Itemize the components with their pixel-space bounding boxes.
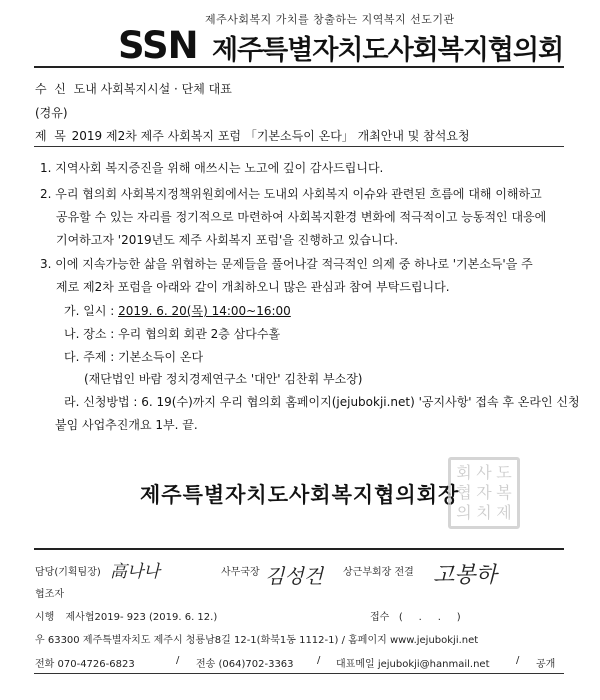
seal-char: 의 xyxy=(456,503,472,522)
item-venue: 나. 장소 : 우리 협의회 회관 2층 삼다수홀 xyxy=(64,327,281,341)
item-topic: 다. 주제 : 기본소득이 온다 xyxy=(64,350,204,364)
recipient-label: 수 신 xyxy=(35,82,66,96)
seal-char: 협 xyxy=(456,483,472,502)
item-application: 라. 신청방법 : 6. 19(수)까지 우리 협의회 홈페이지(jejubokji.net) '공지사항' 접속 후 온라인 신청 xyxy=(64,395,580,409)
paragraph-3-line-2: 제로 제2차 포럼을 아래와 같이 개최하오니 많은 관심과 참여 부탁드립니다. xyxy=(56,280,450,294)
phone: 전화 070-4726-6823 xyxy=(35,659,135,670)
attachment-line: 붙임 사업추진개요 1부. 끝. xyxy=(55,418,198,432)
seal-char: 치 xyxy=(476,503,492,522)
paragraph-3-line-1: 3. 이에 지속가능한 삶을 위협하는 문제들을 풀어나갈 적극적인 의제 중 하나로 '기본소득'을 주 xyxy=(40,257,533,271)
address-line: 우 63300 제주특별자치도 제주시 청룡남8길 12-1(화북1동 1112-1) / 홈페이지 www.jejubokji.net xyxy=(35,635,479,646)
approval-divider xyxy=(34,548,564,550)
item-date-label: 가. 일시 : xyxy=(64,304,115,318)
recipient-value: 도내 사회복지시설 · 단체 대표 xyxy=(73,82,232,96)
enforcement-line xyxy=(35,608,217,623)
item-topic-speaker: (재단법인 바람 정치경제연구소 '대안' 김찬휘 부소장) xyxy=(84,372,363,386)
subject-divider xyxy=(34,146,564,147)
sep-2: / xyxy=(317,655,321,666)
fax: 전송 (064)702-3363 xyxy=(196,659,294,670)
paragraph-2-line-2: 공유할 수 있는 자리를 정기적으로 마련하여 사회복지환경 변화에 적극적이고 능동적인 대응에 xyxy=(56,210,547,224)
receipt-line: 접수 ( . . ) xyxy=(370,612,461,623)
subject-label: 제 목 xyxy=(35,129,66,143)
paragraph-1: 1. 지역사회 복지증진을 위해 애쓰시는 노고에 깊이 감사드립니다. xyxy=(40,161,384,175)
approval-label-director: 사무국장 xyxy=(221,567,260,578)
signature-vice-chair: 고봉하 xyxy=(433,563,497,588)
org-name: 제주특별자치도사회복지협의회 xyxy=(212,35,564,66)
signature-director: 김성건 xyxy=(265,564,323,588)
official-seal xyxy=(448,457,520,529)
subject-line xyxy=(35,127,470,144)
seal-char: 사 xyxy=(476,463,492,482)
header-divider xyxy=(34,66,564,68)
sender-title: 제주특별자치도사회복지협의회장 xyxy=(140,482,460,507)
paragraph-2-line-1: 2. 우리 협의회 사회복지정책위원회에서는 도내외 사회복지 이슈와 관련된 흐름에 대해 이해하고 xyxy=(40,187,542,201)
cooperation-label: 협조자 xyxy=(35,589,64,600)
footer-divider xyxy=(34,673,564,674)
seal-char: 제 xyxy=(496,503,512,522)
item-date-value: 2019. 6. 20(목) 14:00~16:00 xyxy=(118,304,291,318)
recipient-line xyxy=(35,80,232,97)
sep-1: / xyxy=(176,655,180,666)
paragraph-2-line-3: 기여하고자 '2019년도 제주 사회복지 포럼'을 진행하고 있습니다. xyxy=(56,233,399,247)
letterhead-slogan: 제주사회복지 가치를 창출하는 지역복지 선도기관 xyxy=(205,13,455,26)
sep-3: / xyxy=(516,655,520,666)
enforcement-label: 시행 xyxy=(35,612,55,623)
subject-value: 2019 제2차 제주 사회복지 포럼 「기본소득이 온다」 개최안내 및 참석요청 xyxy=(71,129,470,143)
seal-char: 회 xyxy=(456,463,472,482)
ssn-logo: SSN xyxy=(118,24,198,67)
seal-char: 도 xyxy=(496,463,512,482)
seal-char: 복 xyxy=(496,483,512,502)
signature-staff: 高나나 xyxy=(110,562,160,582)
approval-label-vice-chair: 상근부회장 전결 xyxy=(343,567,414,578)
via-line: (경유) xyxy=(35,106,68,120)
enforcement-number: 제사협2019- 923 (2019. 6. 12.) xyxy=(65,612,218,623)
item-date xyxy=(64,302,291,319)
approval-label-staff: 담당(기획팀장) xyxy=(35,567,101,578)
disclosure: 공개 xyxy=(536,659,556,670)
email: 대표메일 jejubokji@hanmail.net xyxy=(336,659,490,670)
seal-char: 자 xyxy=(476,483,492,502)
